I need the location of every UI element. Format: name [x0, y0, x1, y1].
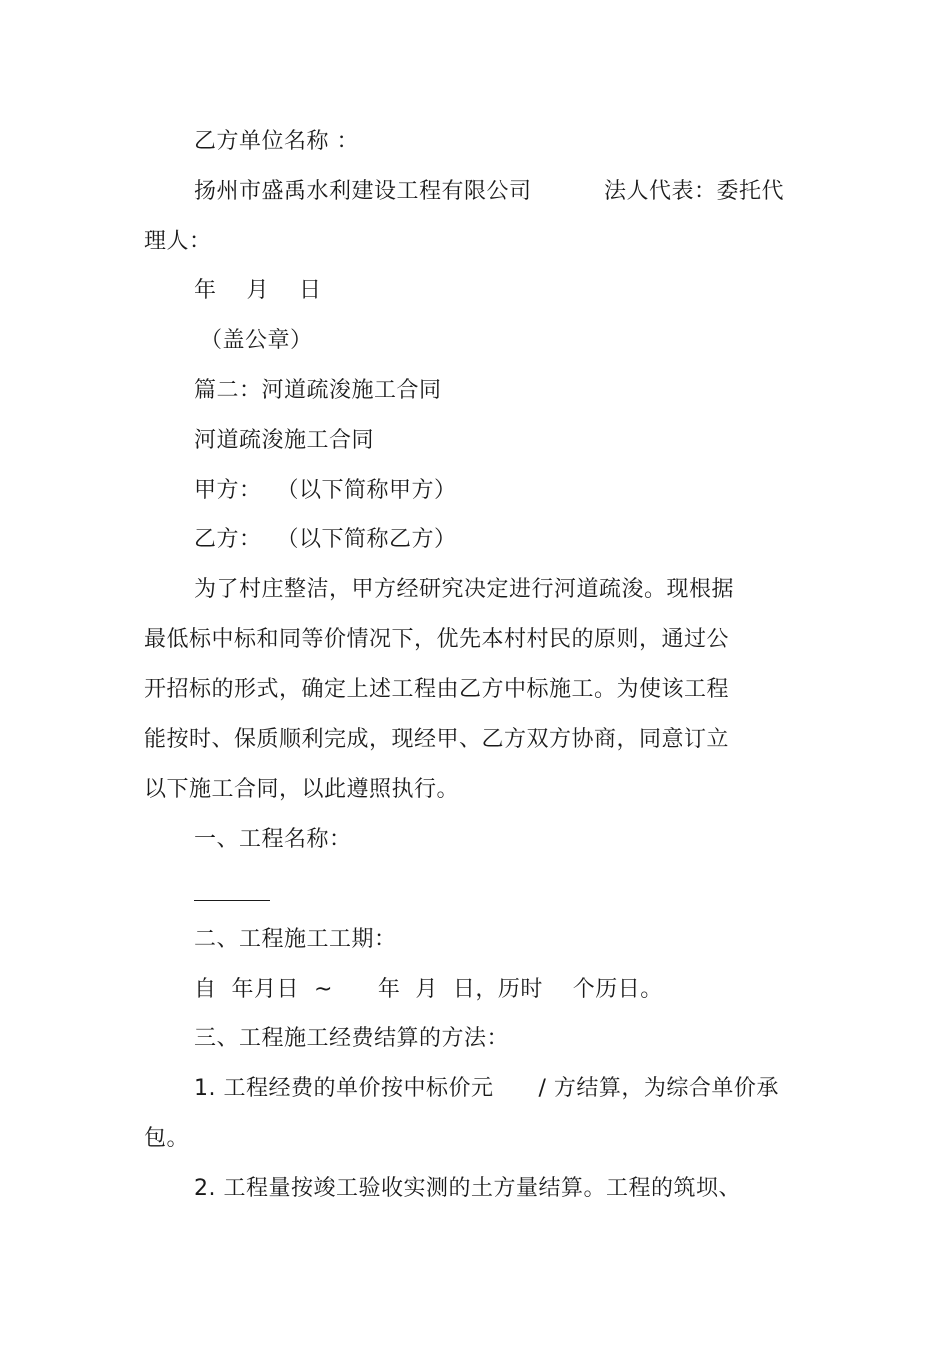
clause-1-line-1: 1. 工程经费的单价按中标价元 / 方结算，为综合单价承	[194, 1076, 779, 1101]
section-2-heading: 二、工程施工工期：	[194, 927, 397, 952]
agent-label: 理人：	[144, 229, 212, 254]
clause-2-line-1: 2. 工程量按竣工验收实测的土方量结算。工程的筑坝、	[194, 1176, 741, 1201]
blank-fill-line	[194, 900, 270, 901]
date-line: 年 月 日	[194, 278, 322, 303]
company-name: 扬州市盛禹水利建设工程有限公司	[194, 179, 532, 204]
seal-note: （盖公章）	[200, 328, 313, 353]
party-a-line: 甲方： （以下简称甲方）	[194, 478, 457, 503]
preamble-line-3: 开招标的形式，确定上述工程由乙方中标施工。为使该工程	[144, 677, 730, 702]
preamble-line-4: 能按时、保质顺利完成，现经甲、乙方双方协商，同意订立	[144, 727, 730, 752]
legal-rep-label: 法人代表：委托代	[604, 179, 785, 204]
contract-title: 河道疏浚施工合同	[194, 428, 375, 453]
section-1-heading: 一、工程名称：	[194, 827, 352, 852]
preamble-line-5: 以下施工合同，以此遵照执行。	[144, 777, 460, 802]
chapter-heading: 篇二：河道疏浚施工合同	[194, 378, 442, 403]
party-b-name-label: 乙方单位名称 ：	[194, 129, 359, 154]
schedule-line: 自 年月日 ~ 年 月 日，历时 个历日。	[194, 977, 663, 1002]
party-b-line: 乙方： （以下简称乙方）	[194, 527, 457, 552]
preamble-line-1: 为了村庄整洁，甲方经研究决定进行河道疏浚。现根据	[194, 577, 735, 602]
clause-1-line-2: 包。	[144, 1126, 190, 1151]
preamble-line-2: 最低标中标和同等价情况下，优先本村村民的原则，通过公	[144, 627, 730, 652]
section-3-heading: 三、工程施工经费结算的方法：	[194, 1026, 510, 1051]
